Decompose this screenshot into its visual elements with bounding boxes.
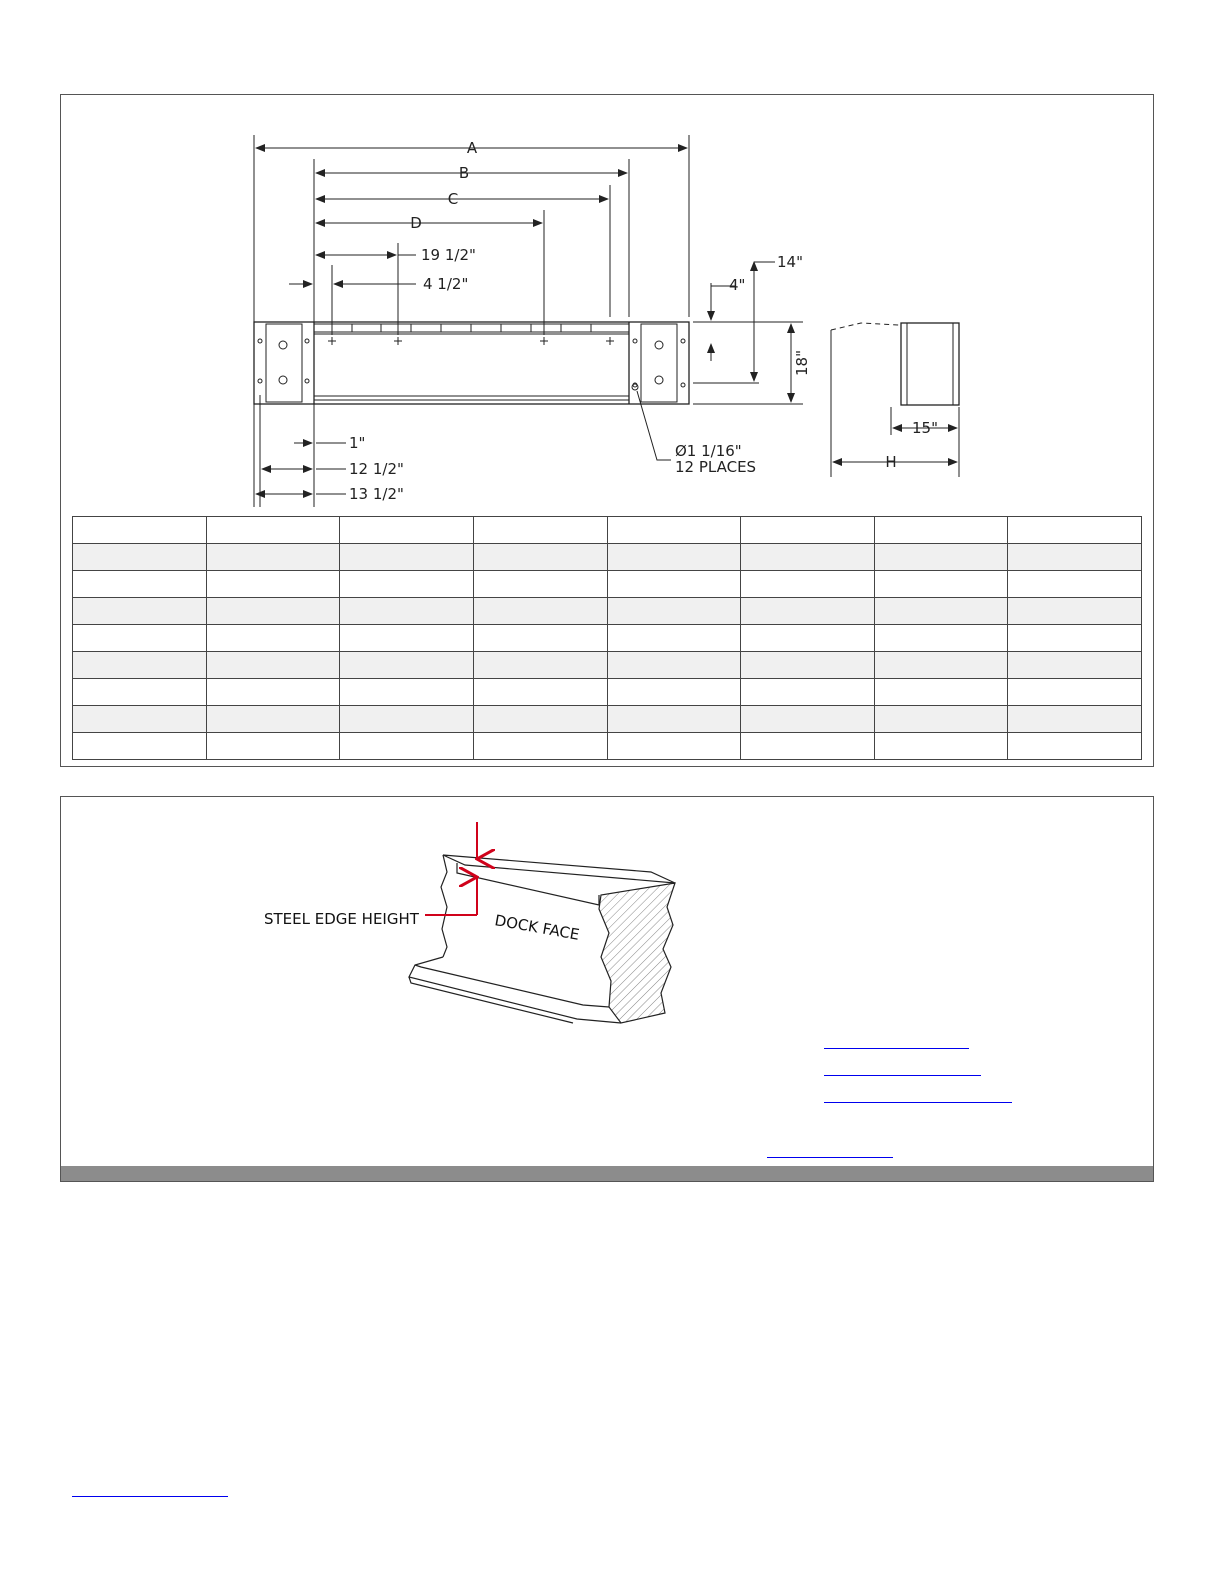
dim-a-label: A	[466, 139, 478, 157]
table-row	[73, 733, 1142, 760]
hole-diameter-label: Ø1 1/16"	[675, 442, 742, 460]
dim-14-label: 14"	[777, 253, 803, 271]
table-row	[73, 706, 1142, 733]
dimension-table	[72, 516, 1142, 760]
dim-d-label: D	[410, 214, 422, 232]
link-3[interactable]	[824, 1101, 1012, 1103]
dock-face-label: DOCK FACE	[493, 911, 581, 944]
table-row	[73, 598, 1142, 625]
table-row	[73, 571, 1142, 598]
link-2[interactable]	[824, 1074, 981, 1076]
top-link[interactable]	[72, 80, 228, 95]
bottom-link[interactable]	[72, 1482, 228, 1497]
table-row	[73, 652, 1142, 679]
table-row	[73, 517, 1142, 544]
table-row	[73, 544, 1142, 571]
dim-c-label: C	[447, 190, 459, 208]
dimension-drawing-panel	[60, 94, 1154, 767]
dock-bumper-drawing	[61, 95, 1155, 515]
dock-face-illustration	[61, 797, 1155, 1037]
dim-h-label: H	[885, 453, 897, 471]
link-4[interactable]	[767, 1156, 893, 1158]
dim-19-5-label: 19 1/2"	[421, 246, 476, 264]
dim-1-label: 1"	[349, 434, 366, 452]
table-row	[73, 679, 1142, 706]
table-row	[73, 625, 1142, 652]
hole-count-label: 12 PLACES	[675, 458, 757, 476]
dim-b-label: B	[458, 164, 470, 182]
dim-18-label: 18"	[793, 350, 811, 376]
link-1[interactable]	[824, 1047, 969, 1049]
panel-footer-bar	[61, 1166, 1153, 1181]
dim-13-5-label: 13 1/2"	[349, 485, 404, 503]
dim-12-5-label: 12 1/2"	[349, 460, 404, 478]
steel-edge-panel	[60, 796, 1154, 1182]
dim-15-label: 15"	[912, 419, 938, 437]
steel-edge-height-label: STEEL EDGE HEIGHT	[264, 910, 419, 928]
dim-4-label: 4"	[729, 276, 746, 294]
dim-4-5-label: 4 1/2"	[423, 275, 469, 293]
